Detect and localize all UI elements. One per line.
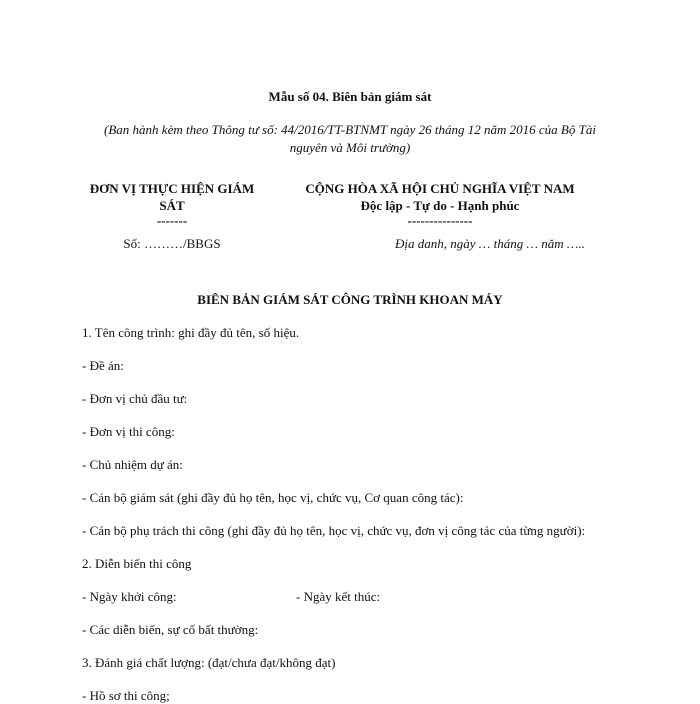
- scheme-line: - Đề án:: [82, 358, 124, 373]
- issuance-note: (Ban hành kèm theo Thông tư số: 44/2016/TT-BTNMT ngày 26 tháng 12 năm 2016 của Bộ Tài nguyên và Môi trường): [104, 122, 596, 155]
- nation-motto: Độc lập - Tự do - Hạnh phúc: [360, 198, 520, 213]
- org-line-2: SÁT: [159, 198, 185, 213]
- investor-line: - Đơn vị chủ đầu tư:: [82, 391, 188, 406]
- incidents-line: - Các diễn biến, sự cố bất thường:: [82, 622, 259, 637]
- start-date-line: - Ngày khởi công:: [82, 589, 177, 604]
- section-2-heading: 2. Diễn biến thi công: [82, 556, 192, 571]
- records-line: - Hồ sơ thi công;: [82, 688, 170, 703]
- project-name-line: 1. Tên công trình: ghi đầy đủ tên, số hiệu.: [82, 325, 300, 340]
- issuing-organization: [72, 180, 272, 214]
- contractor-line: - Đơn vị thi công:: [82, 424, 175, 439]
- construction-lead-line: - Cán bộ phụ trách thi công (ghi đầy đủ họ tên, học vị, chức vụ, đơn vị công tác của từng người):: [82, 523, 586, 538]
- place-date: Địa danh, ngày … tháng … năm …..: [395, 236, 585, 251]
- end-date-line: - Ngày kết thúc:: [296, 589, 381, 604]
- form-number: Mẫu số 04. Biên bản giám sát: [268, 89, 432, 104]
- document-number: Số: ………/BBGS: [123, 236, 221, 251]
- project-manager-line: - Chủ nhiệm dự án:: [82, 457, 183, 472]
- org-line-1: ĐƠN VỊ THỰC HIỆN GIÁM: [89, 181, 255, 196]
- national-header: [270, 180, 610, 214]
- supervisor-line: - Cán bộ giám sát (ghi đầy đủ họ tên, học vị, chức vụ, Cơ quan công tác):: [82, 490, 464, 505]
- org-separator: -------: [156, 213, 188, 228]
- section-3-heading: 3. Đánh giá chất lượng: (đạt/chưa đạt/không đạt): [82, 655, 336, 670]
- document-title: BIÊN BẢN GIÁM SÁT CÔNG TRÌNH KHOAN MÁY: [197, 292, 503, 307]
- nation-name: CỘNG HÒA XÃ HỘI CHỦ NGHĨA VIỆT NAM: [305, 181, 575, 196]
- nation-separator: ---------------: [407, 213, 473, 228]
